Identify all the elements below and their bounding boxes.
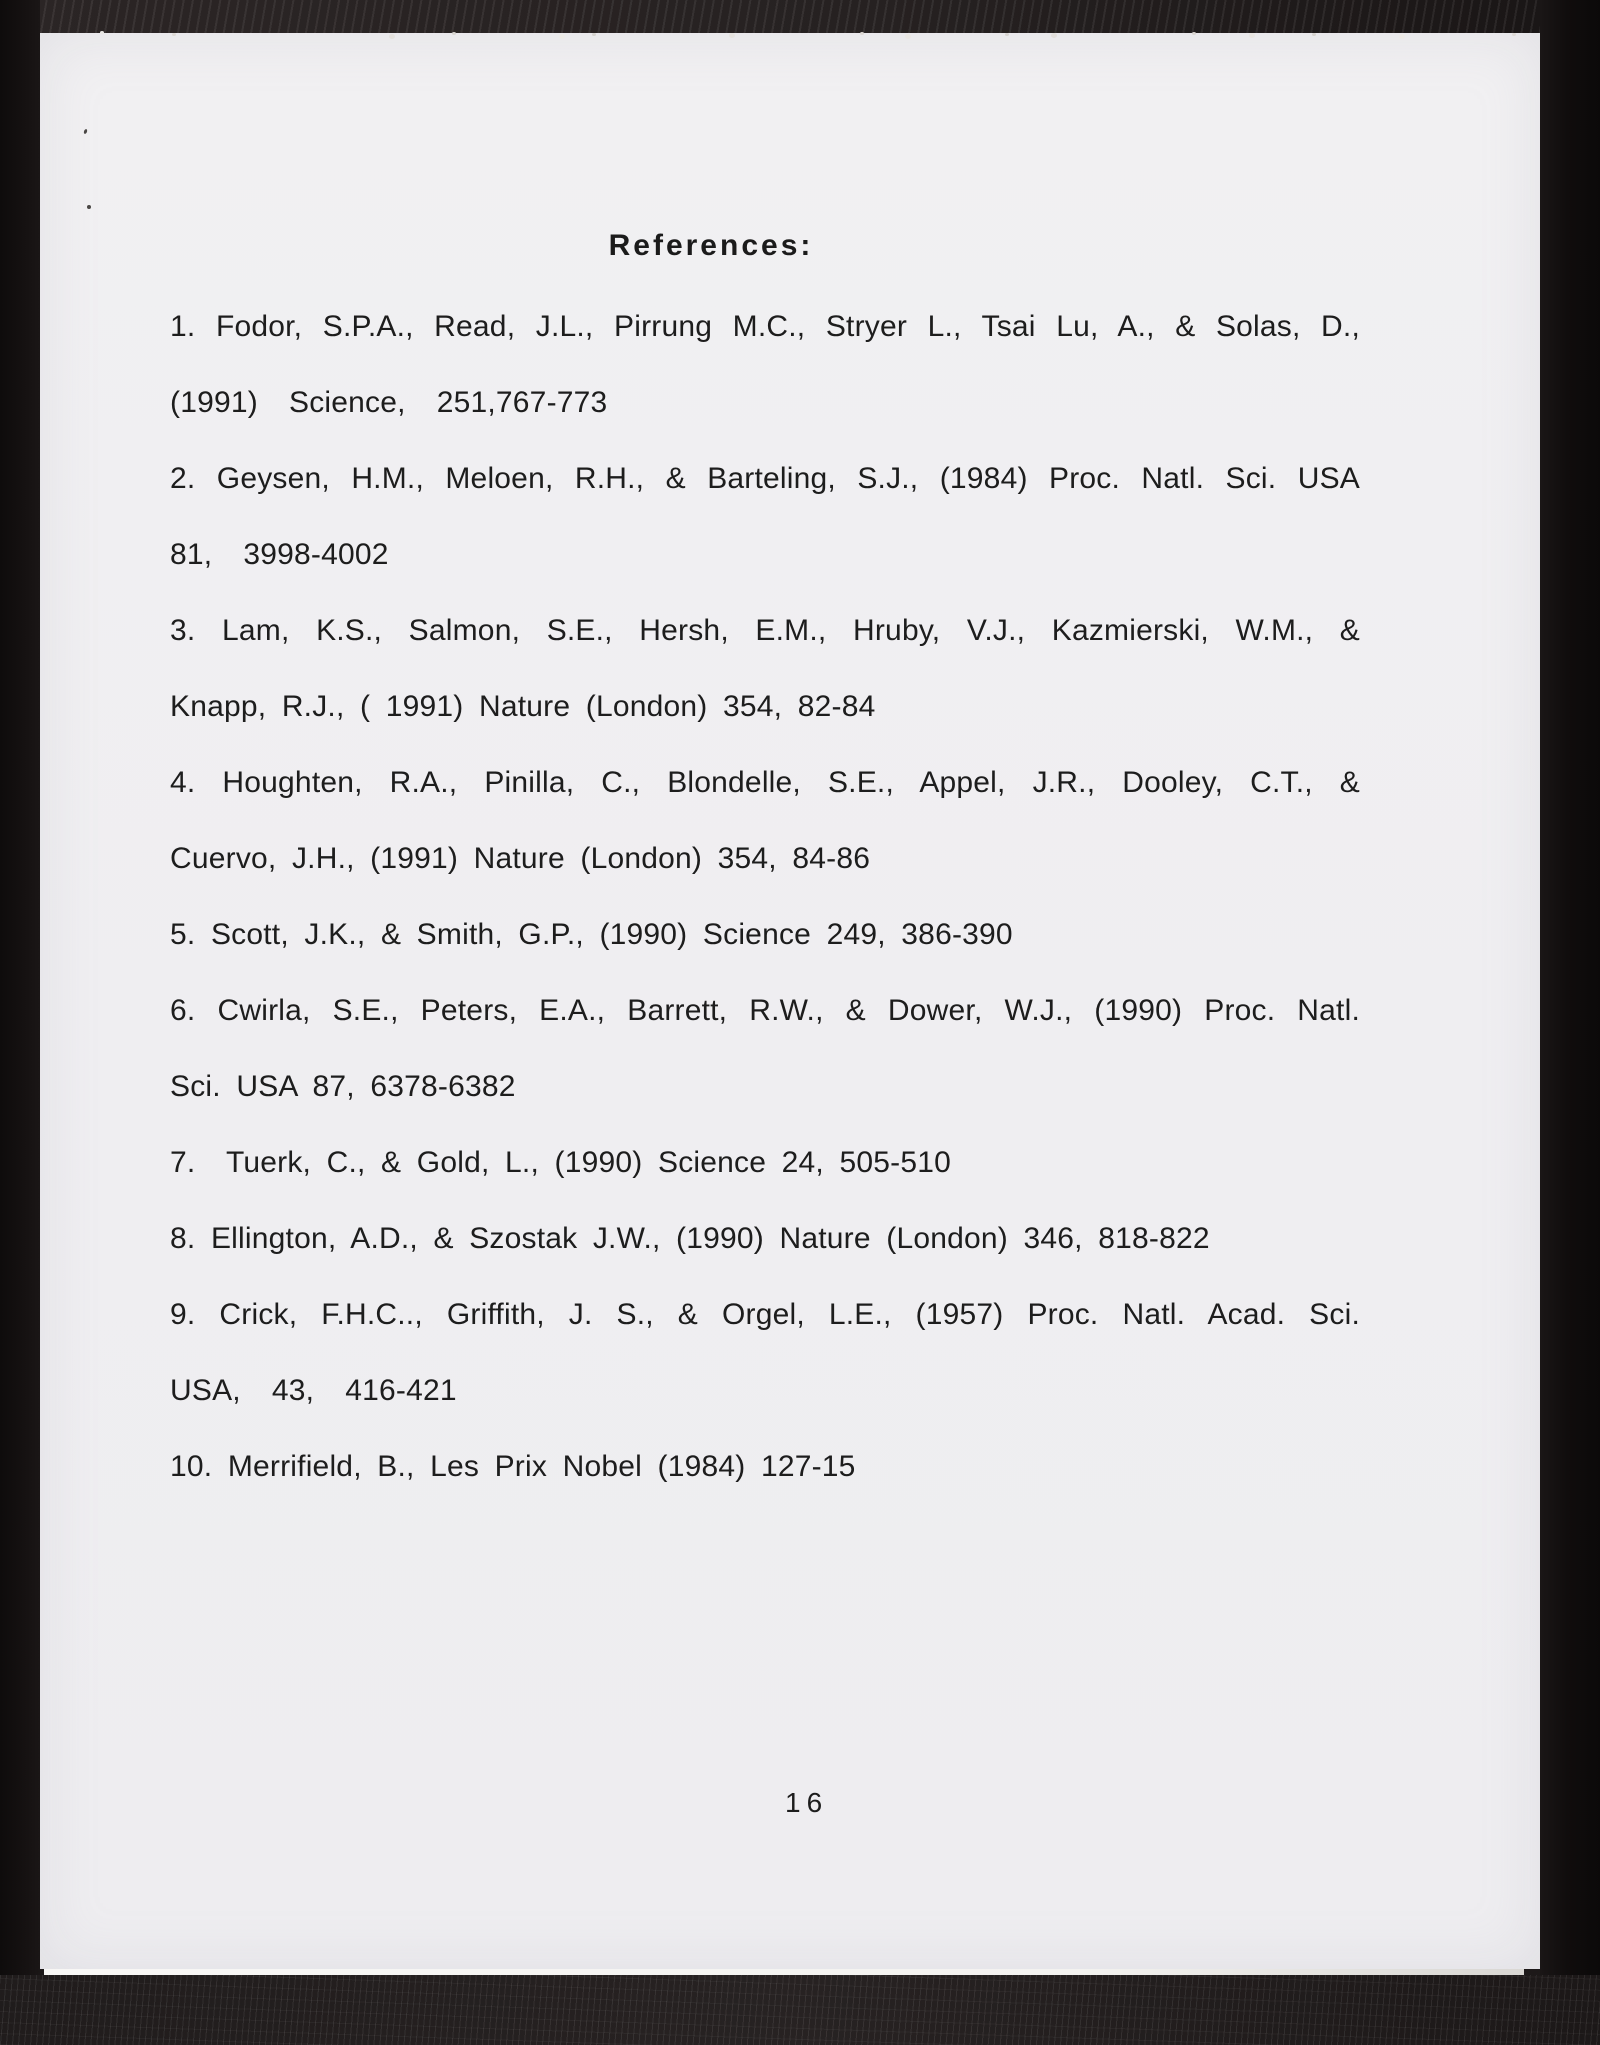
- reference-line: Sci. USA 87, 6378-6382: [170, 1070, 516, 1103]
- reference-line: 4. Houghten, R.A., Pinilla, C., Blondelle, S.E., Appel, J.R., Dooley, C.T., &: [170, 766, 1360, 799]
- reference-item: [170, 1429, 1360, 1505]
- reference-item: [170, 973, 1360, 1125]
- reference-line: Cuervo, J.H., (1991) Nature (London) 354, 84-86: [170, 842, 871, 875]
- reference-item: [170, 441, 1360, 593]
- reference-line: USA, 43, 416-421: [170, 1374, 457, 1407]
- reference-line: 2. Geysen, H.M., Meloen, R.H., & Barteling, S.J., (1984) Proc. Natl. Sci. USA: [170, 462, 1360, 495]
- reference-line: 3. Lam, K.S., Salmon, S.E., Hersh, E.M., Hruby, V.J., Kazmierski, W.M., &: [170, 614, 1360, 647]
- references-heading: References:: [608, 229, 814, 262]
- page-bottom-edge: [44, 1969, 1524, 1975]
- reference-line: (1991) Science, 251,767-773: [170, 386, 608, 419]
- reference-line: 81, 3998-4002: [170, 538, 389, 571]
- reference-line: 9. Crick, F.H.C.., Griffith, J. S., & Orgel, L.E., (1957) Proc. Natl. Acad. Sci.: [170, 1298, 1360, 1331]
- reference-item: [170, 897, 1360, 973]
- reference-line: 1. Fodor, S.P.A., Read, J.L., Pirrung M.C., Stryer L., Tsai Lu, A., & Solas, D.,: [170, 310, 1360, 343]
- paper-speck: [83, 129, 88, 135]
- paper-speck: [87, 205, 91, 209]
- reference-item: [170, 1125, 1360, 1201]
- reference-line: Knapp, R.J., ( 1991) Nature (London) 354, 82-84: [170, 690, 876, 723]
- reference-item: [170, 289, 1360, 441]
- reference-item: [170, 1277, 1360, 1429]
- reference-item: [170, 593, 1360, 745]
- dust-speckles: [100, 31, 104, 34]
- scanned-page: [40, 33, 1540, 1969]
- reference-line: 7. Tuerk, C., & Gold, L., (1990) Science 24, 505-510: [170, 1146, 951, 1179]
- backdrop-right-strip: [1540, 0, 1600, 2045]
- backdrop-bottom-band: [0, 1975, 1600, 2045]
- page-number: 16: [785, 1787, 829, 1818]
- reference-line: 6. Cwirla, S.E., Peters, E.A., Barrett, R.W., & Dower, W.J., (1990) Proc. Natl.: [170, 994, 1360, 1027]
- reference-line: 10. Merrifield, B., Les Prix Nobel (1984) 127-15: [170, 1450, 856, 1483]
- reference-list: [170, 289, 1360, 1505]
- reference-item: [170, 1201, 1360, 1277]
- reference-line: 8. Ellington, A.D., & Szostak J.W., (1990) Nature (London) 346, 818-822: [170, 1222, 1210, 1255]
- reference-item: [170, 745, 1360, 897]
- backdrop-left-strip: [0, 0, 40, 2045]
- reference-line: 5. Scott, J.K., & Smith, G.P., (1990) Science 249, 386-390: [170, 918, 1013, 951]
- backdrop-top-band: [0, 0, 1600, 36]
